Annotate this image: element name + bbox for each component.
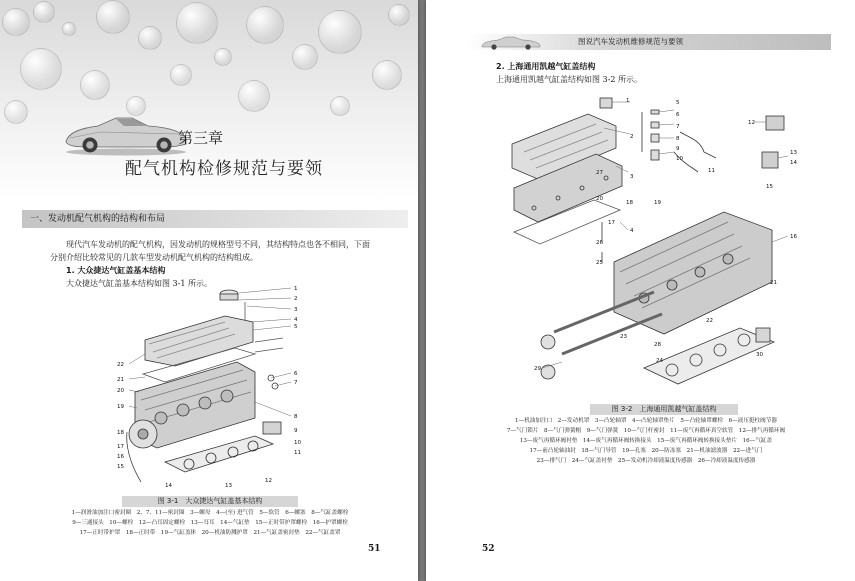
figure-3-1-cylinder-head-diagram bbox=[105, 282, 310, 492]
callout-r5: 5 bbox=[676, 100, 680, 106]
figure-3-1-caption: 图 3-1 大众捷达气缸盖基本结构 bbox=[122, 496, 298, 507]
callout-r9: 9 bbox=[676, 146, 680, 152]
chapter-title: 配气机构检修规范与要领 bbox=[125, 159, 323, 179]
figure-3-2-legend bbox=[466, 416, 826, 466]
callout-r16: 16 bbox=[790, 234, 797, 240]
chapter-label: 第三章 bbox=[178, 129, 224, 147]
running-header bbox=[466, 34, 831, 50]
figure-3-1-legend bbox=[40, 508, 380, 538]
section-heading: 一、发动机配气机构的结构和布局 bbox=[22, 210, 408, 228]
subsection-heading-jetta: 1. 大众捷达气缸盖基本结构 bbox=[66, 266, 166, 275]
convertible-car-illustration bbox=[60, 108, 192, 156]
callout-r29: 29 bbox=[534, 366, 541, 372]
callout-17: 17 bbox=[117, 444, 124, 450]
callout-r21: 21 bbox=[770, 280, 777, 286]
legend-r-line-1: 1—机油加注口 2—发动机罩 3—凸轮轴罩 4—凸轮轴罩垫片 5—凸轮轴罩螺栓 6—液压挺柱阀节器 bbox=[515, 418, 777, 424]
callout-r11: 11 bbox=[708, 168, 715, 174]
callout-19: 19 bbox=[117, 404, 124, 410]
callout-r20: 20 bbox=[596, 196, 603, 202]
callout-r26: 26 bbox=[596, 240, 603, 246]
callout-18: 18 bbox=[117, 430, 124, 436]
callout-r3: 3 bbox=[630, 174, 634, 180]
callout-r1: 1 bbox=[626, 98, 630, 104]
callout-6: 6 bbox=[294, 371, 298, 377]
callout-9: 9 bbox=[294, 428, 298, 434]
legend-r-line-2: 7—气门锁片 8—气门弹簧帽 9—气门弹簧 10—气门杆密封 11—废气再循环真空软管 12—排气再循环阀 bbox=[506, 428, 786, 434]
callout-r27: 27 bbox=[596, 170, 603, 176]
callout-22: 22 bbox=[117, 362, 124, 368]
legend-line-3: 17—正时带护罩 18—正时带 19—气缸盖体 20—机油防溅护罩 21—气缸盖密封垫 22—气缸盖罩 bbox=[79, 530, 341, 536]
legend-line-1: 1—润滑油加注口密封圈 2、7、11—密封圈 3—螺母 4—(至) 进气管 5—软管 6—螺塞 8—气缸盖螺栓 bbox=[71, 510, 349, 516]
callout-r18: 18 bbox=[626, 200, 633, 206]
callout-4: 4 bbox=[294, 317, 298, 323]
callout-r15: 15 bbox=[766, 184, 773, 190]
callout-8: 8 bbox=[294, 414, 298, 420]
callout-r2: 2 bbox=[630, 134, 634, 140]
callout-21: 21 bbox=[117, 377, 124, 383]
legend-r-line-5: 23—排气门 24—气缸盖衬垫 25—发动机冷却液温度传感器 26—冷却液温度传感器 bbox=[536, 458, 756, 464]
callout-11: 11 bbox=[294, 450, 301, 456]
legend-r-line-3: 13—废气再循环阀衬垫 14—废气再循环阀转换接头 15—废气再循环阀转换接头垫片 16—气缸盖 bbox=[519, 438, 773, 444]
callout-r30: 30 bbox=[756, 352, 763, 358]
callout-16: 16 bbox=[117, 454, 124, 460]
callout-r4: 4 bbox=[630, 228, 634, 234]
header-car-icon bbox=[480, 35, 542, 50]
callout-14: 14 bbox=[165, 483, 172, 489]
callout-r23: 23 bbox=[620, 334, 627, 340]
legend-line-2: 9—三通接头 10—螺栓 12—凸耳固定螺栓 13—耳耳 14—气缸垫 15—正时带护罩螺栓 16—护罩螺栓 bbox=[72, 520, 348, 526]
callout-7: 7 bbox=[294, 380, 298, 386]
callout-r17: 17 bbox=[608, 220, 615, 226]
callout-r28: 28 bbox=[654, 342, 661, 348]
subsection-text-excelle: 上海通用凯越气缸盖结构如图 3-2 所示。 bbox=[496, 75, 642, 84]
callout-r10: 10 bbox=[676, 156, 683, 162]
callout-r7: 7 bbox=[676, 124, 680, 130]
left-page bbox=[0, 0, 418, 581]
callout-r6: 6 bbox=[676, 112, 680, 118]
callout-2: 2 bbox=[294, 296, 298, 302]
callout-r8: 8 bbox=[676, 136, 680, 142]
figure-3-2-caption: 图 3-2 上海通用凯越气缸盖结构 bbox=[590, 404, 738, 415]
callout-1: 1 bbox=[294, 286, 298, 292]
intro-line-2: 分别介绍比较常见的几款车型发动机配气机构的结构组成。 bbox=[50, 253, 258, 262]
page-number-left: 51 bbox=[368, 544, 381, 554]
callout-3: 3 bbox=[294, 307, 298, 313]
intro-paragraph bbox=[50, 238, 390, 264]
intro-line-1: 现代汽车发动机的配气机构，因发动机的规格型号不同，其结构特点也各不相同，下面 bbox=[66, 240, 370, 249]
callout-r24: 24 bbox=[656, 358, 663, 364]
callout-r25: 25 bbox=[596, 260, 603, 266]
callout-15: 15 bbox=[117, 464, 124, 470]
callout-5: 5 bbox=[294, 324, 298, 330]
right-page bbox=[426, 0, 855, 581]
callout-20: 20 bbox=[117, 388, 124, 394]
legend-r-line-4: 17—前凸轮轴油封 18—气门导管 19—孔塞 20—防冻塞 21—机油滤波器 22—进气门 bbox=[529, 448, 763, 454]
callout-r12: 12 bbox=[748, 120, 755, 126]
callout-12: 12 bbox=[265, 478, 272, 484]
callout-r14: 14 bbox=[790, 160, 797, 166]
subsection-heading-excelle: 2. 上海通用凯越气缸盖结构 bbox=[496, 62, 596, 71]
page-number-right: 52 bbox=[482, 544, 495, 554]
callout-r22: 22 bbox=[706, 318, 713, 324]
figure-3-2-cylinder-head-diagram bbox=[504, 92, 804, 400]
callout-r19: 19 bbox=[654, 200, 661, 206]
running-header-title: 图说汽车发动机维修规范与要领 bbox=[578, 37, 683, 46]
callout-10: 10 bbox=[294, 440, 301, 446]
callout-13: 13 bbox=[225, 483, 232, 489]
callout-r13: 13 bbox=[790, 150, 797, 156]
subsection-text-jetta: 大众捷达气缸盖基本结构如图 3-1 所示。 bbox=[66, 279, 212, 288]
